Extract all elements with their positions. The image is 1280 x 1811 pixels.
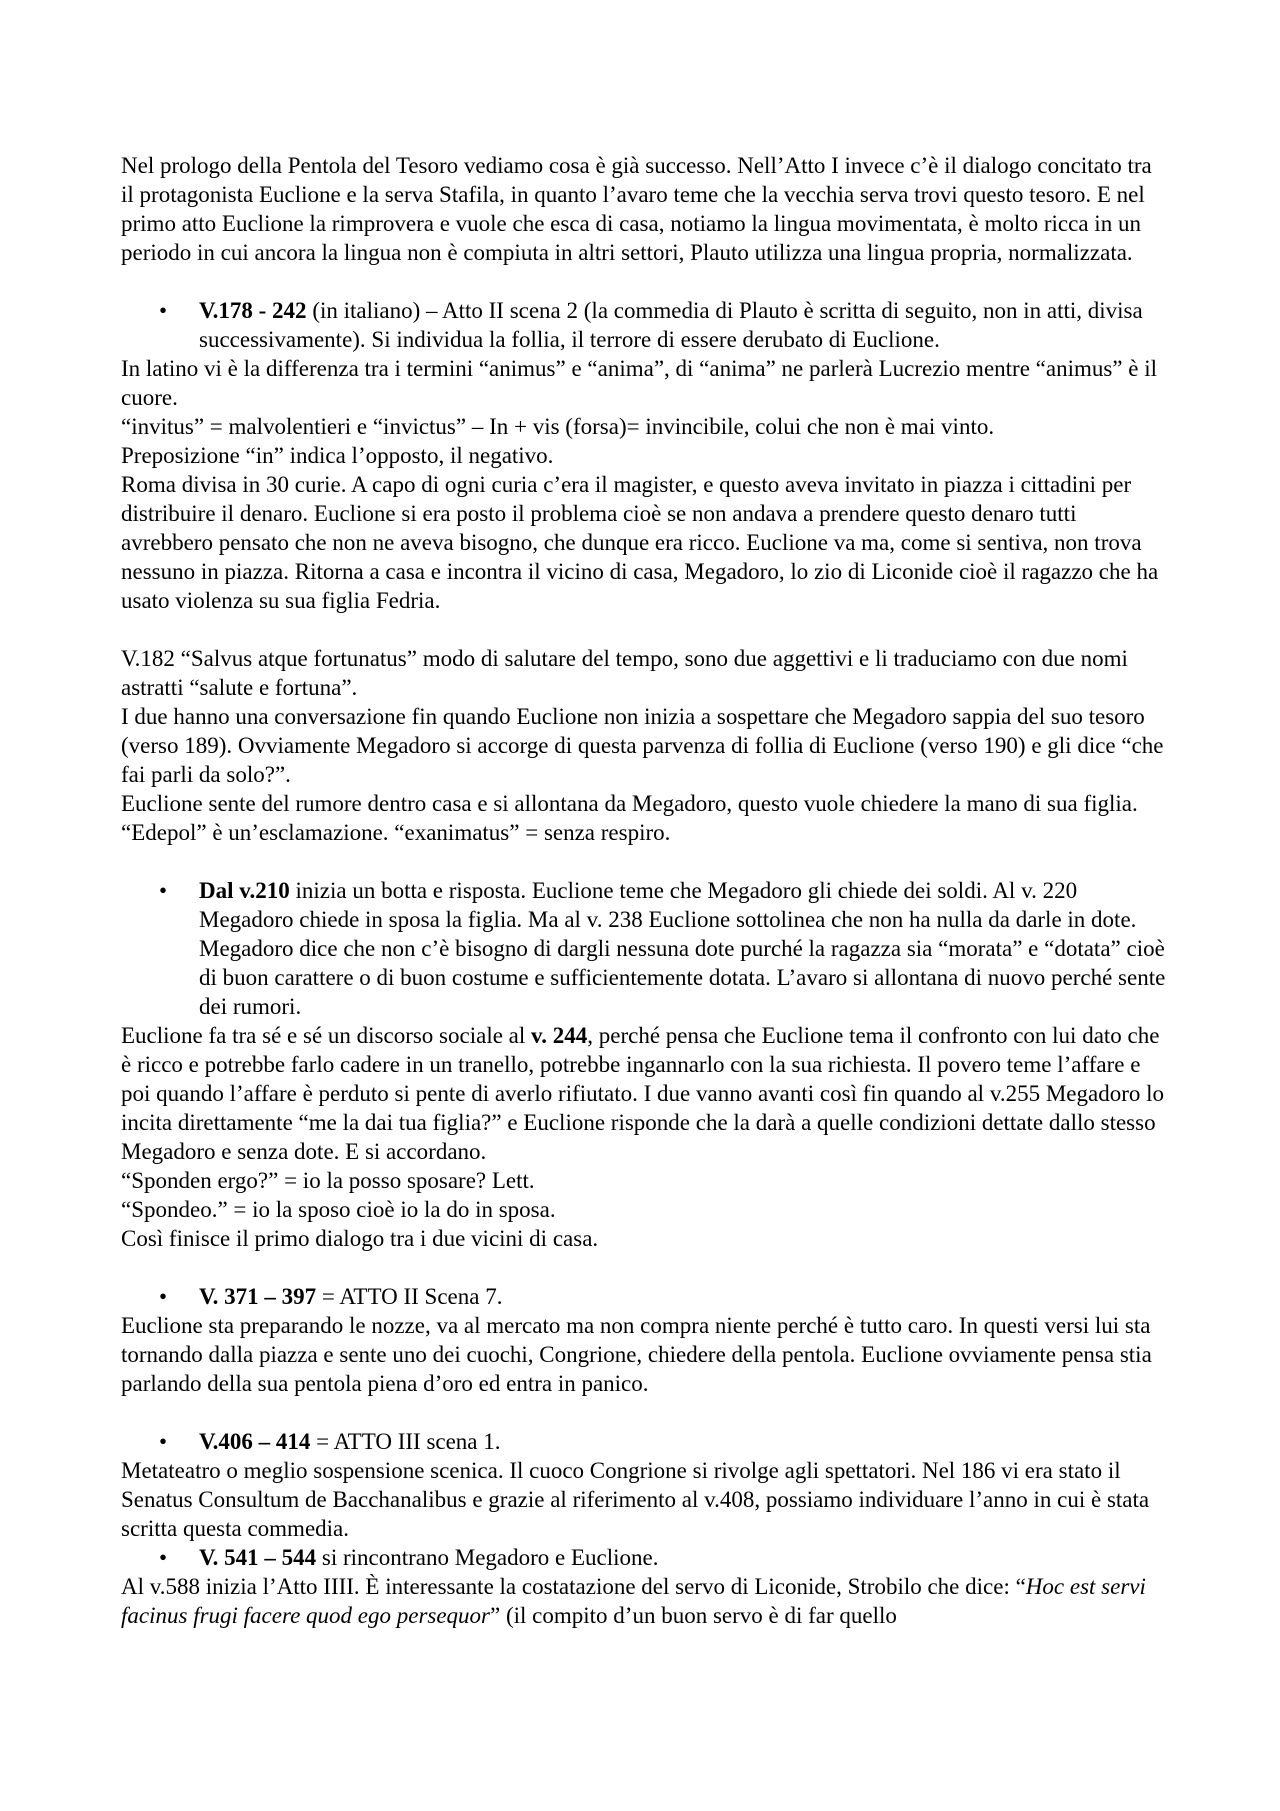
verse-ref: Dal v.210 [199,878,290,903]
paragraph-animus: In latino vi è la differenza tra i termini “animus” e “anima”, di “anima” ne parlerà Lucrezio mentre “animus” è il cuore. [121,356,1157,410]
blank-line [121,1398,1170,1427]
verse-ref: V.406 – 414 [199,1429,311,1454]
paragraph-v182: V.182 “Salvus atque fortunatus” modo di salutare del tempo, sono due aggettivi e li traduciamo con due nomi astratti “salute e fortuna”. [121,646,1128,700]
bullet-icon: • [159,878,168,903]
bullet-item-v541 [121,1543,1170,1572]
bullet-icon: • [159,1429,168,1454]
bullet-text: inizia un botta e risposta. Euclione teme che Megadoro gli chiede dei soldi. Al v. 220 Megadoro chiede in sposa la figlia. Ma al v. 238 Euclione sottolinea che non ha nulla da darle in dote. Megadoro dice che non c’è bisogno di dargli nessuna dote purché la ragazza sia “morata” e “dotata” cioè di buon carattere o di buon costume e sufficientemente dotata. L’avaro si allontana di nuovo perché sente dei rumori. [199,878,1166,1019]
verse-ref: V.178 - 242 [199,298,307,323]
latin-quote: Hoc est servi facinus frugi facere quod ego persequor [121,1574,1146,1628]
paragraph-atto-iiii [121,1572,1170,1630]
bullet-icon: • [159,1284,168,1309]
paragraph-sponden: “Sponden ergo?” = io la posso sposare? Lett. [121,1168,535,1193]
paragraph-invitus: “invitus” = malvolentieri e “invictus” – In + vis (forsa)= invincibile, colui che non è mai vinto. [121,414,995,439]
blank-line [121,615,1170,644]
blank-line [121,1253,1170,1282]
bullet-icon: • [159,1545,168,1570]
text-run: ” (il compito d’un buon servo è di far quello [490,1603,897,1628]
blank-line [121,847,1170,876]
bullet-text: = ATTO III scena 1. [310,1429,501,1454]
paragraph-nozze: Euclione sta preparando le nozze, va al mercato ma non compra niente perché è tutto caro. In questi versi lui sta tornando dalla piazza e sente uno dei cuochi, Congrione, chiedere della pentola. Euclione ovviamente pensa stia parlando della sua pentola piena d’oro ed entra in panico. [121,1313,1152,1396]
verse-ref: v. 244 [531,1023,588,1048]
bullet-item-v210 [121,876,1170,1021]
bullet-text: = ATTO II Scena 7. [316,1284,503,1309]
paragraph-v244 [121,1021,1170,1166]
text-run: , perché pensa che Euclione tema il confronto con lui dato che è ricco e potrebbe farlo cadere in un tranello, potrebbe ingannarlo con la sua richiesta. Il povero teme l’affare e poi quando l’affare è perduto si pente di averlo rifiutato. I due vanno avanti così fin quando al v.255 Megadoro lo incita direttamente “me la dai tua figlia?” e Euclione risponde che la darà a quelle condizioni dettate dallo stesso Megadoro e senza dote. E si accordano. [121,1023,1164,1164]
verse-ref: V. 541 – 544 [199,1545,317,1570]
bullet-icon: • [159,298,168,323]
paragraph-conversazione: I due hanno una conversazione fin quando Euclione non inizia a sospettare che Megadoro sappia del suo tesoro (verso 189). Ovviamente Megadoro si accorge di questa parvenza di follia di Euclione (verso 190) e gli dice “che fai parli da solo?”. [121,704,1164,787]
bullet-item-v371 [121,1282,1170,1311]
bullet-item-v406 [121,1427,1170,1456]
blank-line [121,267,1170,296]
paragraph-rumore: Euclione sente del rumore dentro casa e si allontana da Megadoro, questo vuole chiedere la mano di sua figlia. [121,791,1138,816]
paragraph-roma: Roma divisa in 30 curie. A capo di ogni curia c’era il magister, e questo aveva invitato in piazza i cittadini per distribuire il denaro. Euclione si era posto il problema cioè se non andava a prendere questo denaro tutti avrebbero pensato che non ne aveva bisogno, che dunque era ricco. Euclione va ma, come si sentiva, non trova nessuno in piazza. Ritorna a casa e incontra il vicino di casa, Megadoro, lo zio di Liconide cioè il ragazzo che ha usato violenza su sua figlia Fedria. [121,472,1159,613]
paragraph-metateatro: Metateatro o meglio sospensione scenica. Il cuoco Congrione si rivolge agli spettatori. Nel 186 vi era stato il Senatus Consultum de Bacchanalibus e grazie al riferimento al v.408, possiamo individuare l’anno in cui è stata scritta questa commedia. [121,1458,1150,1541]
paragraph-cosi-finisce: Così finisce il primo dialogo tra i due vicini di casa. [121,1226,599,1251]
bullet-item-v178 [121,296,1170,354]
paragraph-spondeo: “Spondeo.” = io la sposo cioè io la do in sposa. [121,1197,556,1222]
paragraph-edepol: “Edepol” è un’esclamazione. “exanimatus” = senza respiro. [121,820,671,845]
bullet-text: (in italiano) – Atto II scena 2 (la commedia di Plauto è scritta di seguito, non in atti, divisa successivamente). Si individua la follia, il terrore di essere derubato di Euclione. [199,298,1143,352]
paragraph-preposizione: Preposizione “in” indica l’opposto, il negativo. [121,443,554,468]
bullet-text: si rincontrano Megadoro e Euclione. [316,1545,659,1570]
text-run: Al v.588 inizia l’Atto IIII. È interessante la costatazione del servo di Liconide, Strobilo che dice: “ [121,1574,1026,1599]
text-run: Euclione fa tra sé e sé un discorso sociale al [121,1023,532,1048]
verse-ref: V. 371 – 397 [199,1284,317,1309]
paragraph-prologo: Nel prologo della Pentola del Tesoro vediamo cosa è già successo. Nell’Atto I invece c’è il dialogo concitato tra il protagonista Euclione e la serva Stafila, in quanto l’avaro teme che la vecchia serva trovi questo tesoro. E nel primo atto Euclione la rimprovera e vuole che esca di casa, notiamo la lingua movimentata, è molto ricca in un periodo in cui ancora la lingua non è compiuta in altri settori, Plauto utilizza una lingua propria, normalizzata. [121,153,1152,265]
